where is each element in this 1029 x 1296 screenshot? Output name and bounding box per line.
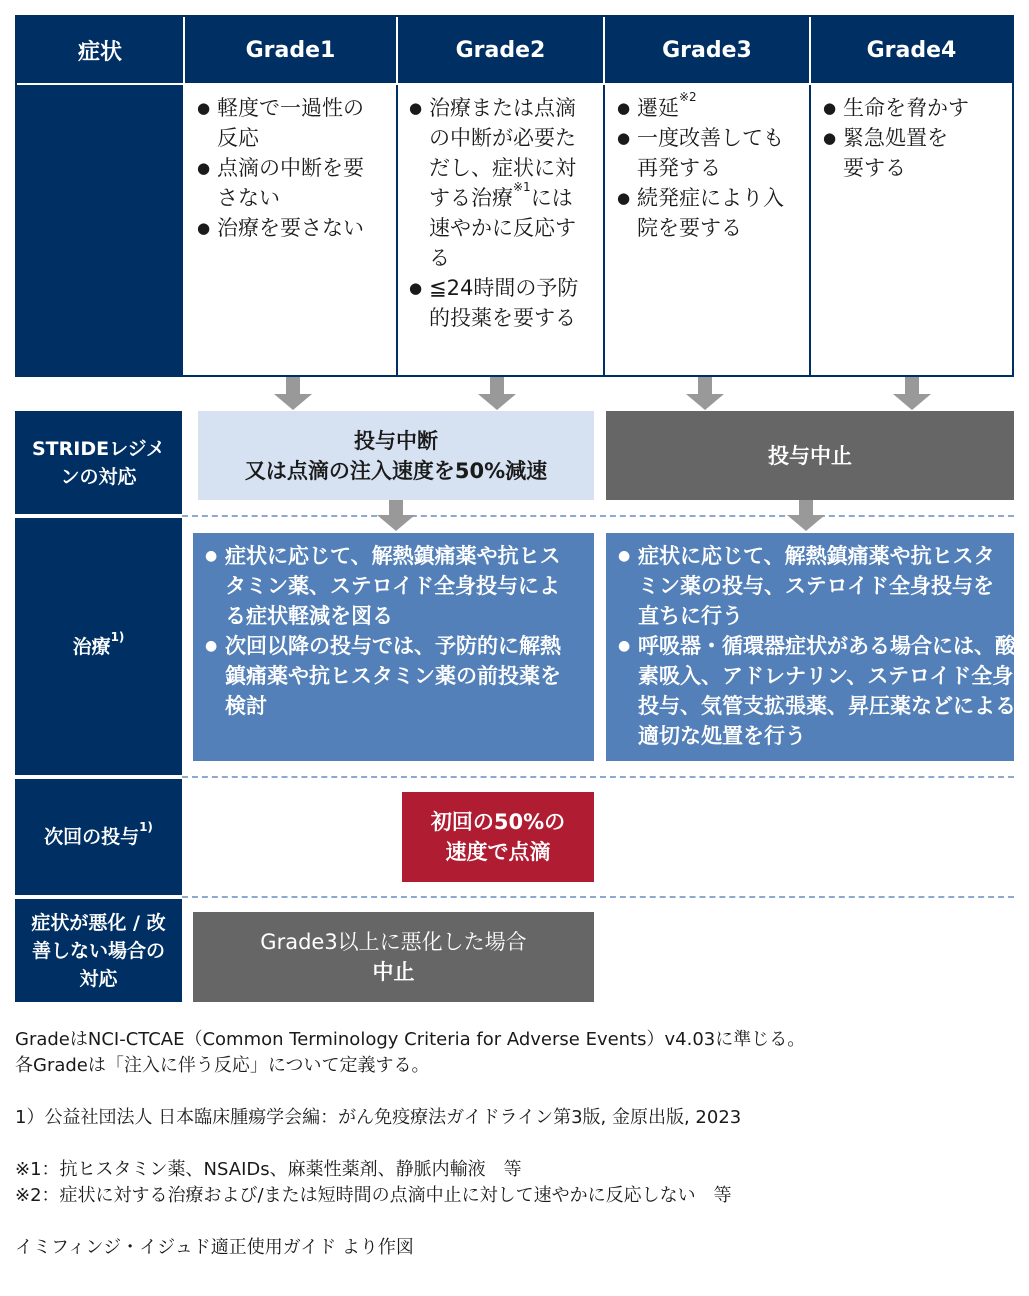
note-line: イミフィンジ・イジュド適正使用ガイド より作図 (15, 1237, 414, 1258)
grade2-item1-tail: には速やかに反応する (429, 186, 576, 270)
list-item: ● 症状に応じて、解熱鎮痛薬や抗ヒスタミン薬の投与、ステロイド全身投与を直ちに行う (618, 541, 1014, 631)
list-item: ● 生命を脅かす (823, 93, 1010, 123)
list-item: ● 一度改善しても再発する (617, 123, 799, 183)
header-divider (396, 17, 398, 83)
grade3-item1-text: 遷延 (637, 96, 679, 120)
note-line: GradeはNCI-CTCAE（Common Terminology Criteria for Adverse Events）v4.03に準じる。 (15, 1029, 806, 1050)
header-symptom: 症状 (17, 17, 183, 83)
grade1-cell (189, 85, 394, 243)
list-item: ● 続発症により入院を要する (617, 183, 799, 243)
list-item (617, 90, 807, 123)
note-line: 各Gradeは「注入に伴う反応」について定義する。 (15, 1055, 430, 1076)
note-line (15, 1079, 1015, 1105)
column-divider (809, 85, 811, 375)
row-divider (182, 776, 1014, 778)
list-item: ● 呼吸器・循環器症状がある場合には、酸素吸入、アドレナリン、ステロイド全身投与、気管支拡張薬、昇圧薬などによる適切な処置を行う (618, 631, 1022, 751)
treatment-row-label: 治療$^{1)}$ (15, 518, 182, 775)
header-divider (603, 17, 605, 83)
list-item (409, 93, 593, 273)
note-line: 1）公益社団法人 日本臨床腫瘍学会編：がん免疫療法ガイドライン第3版, 金原出版, 2023 (15, 1107, 742, 1128)
grade3-cell (609, 85, 807, 243)
header-grade2: Grade2 (398, 17, 603, 83)
grade-table (15, 15, 1014, 377)
column-divider (396, 85, 398, 375)
note-line: ※2：症状に対する治療および/または短時間の点滴中止に対して速やかに反応しない 等 (15, 1185, 732, 1206)
row-divider (182, 896, 1014, 898)
treatment-left-box (193, 533, 594, 761)
header-grade4: Grade4 (811, 17, 1012, 83)
header-divider (809, 17, 811, 83)
reference-mark: 1) (110, 629, 125, 644)
list-item: ● 症状に応じて、解熱鎮痛薬や抗ヒスタミン薬、ステロイド全身投与による症状軽減を図る (205, 541, 575, 631)
next-dose-row-label: 次回の投与$^{1)}$ (15, 779, 182, 895)
reference-mark: 1) (139, 820, 153, 834)
footnote-mark: ※1 (513, 180, 531, 194)
list-item: ● 次回以降の投与では、予防的に解熱鎮痛薬や抗ヒスタミン薬の前投薬を検討 (205, 631, 575, 721)
next-dose-box: 初回の50%の 速度で点滴 (402, 792, 594, 882)
list-item: ● 治療を要さない (197, 213, 394, 243)
stride-stop-box: 投与中止 (606, 411, 1014, 500)
header-grade3: Grade3 (605, 17, 809, 83)
grade4-cell (815, 85, 1010, 183)
list-item: ● 軽度で一過性の反応 (197, 93, 377, 153)
symptom-body-cell (17, 85, 183, 375)
grade2-cell (401, 85, 601, 333)
note-line: ※1：抗ヒスタミン薬、NSAIDs、麻薬性薬剤、静脈内輸液 等 (15, 1159, 522, 1180)
stride-interrupt-box: 投与中断 又は点滴の注入速度を50%減速 (198, 411, 594, 500)
worsen-box: Grade3以上に悪化した場合 中止 (193, 912, 594, 1002)
list-item: ● 緊急処置を要する (823, 123, 963, 183)
worsen-row-label: 症状が悪化 / 改善しない場合の対応 (15, 899, 182, 1002)
row-divider (182, 515, 1014, 517)
list-item: ● 点滴の中断を要さない (197, 153, 377, 213)
list-item: ● ≦24時間の予防的投薬を要する (409, 273, 579, 333)
header-divider (183, 17, 185, 83)
note-line (15, 1131, 1015, 1157)
stride-row-label: STRIDEレジメンの対応 (15, 411, 182, 514)
note-line (15, 1209, 1015, 1235)
footnote-mark: ※2 (679, 90, 697, 104)
grade2-item1-text: 治療または点滴の中断が必要ただし、症状に対する治療 (429, 96, 576, 210)
footnotes (15, 1027, 1015, 1261)
column-divider (603, 85, 605, 375)
header-grade1: Grade1 (185, 17, 396, 83)
treatment-right-box (606, 533, 1014, 761)
